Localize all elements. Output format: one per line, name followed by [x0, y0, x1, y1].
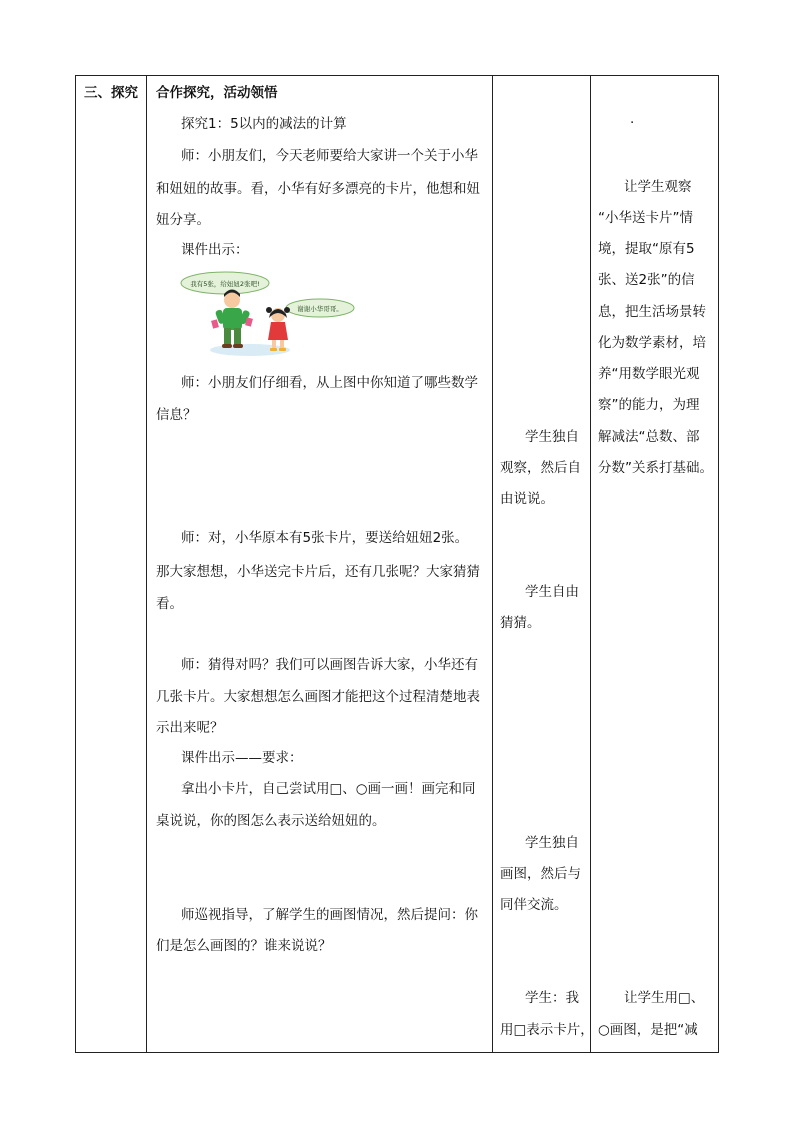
student-activity-line: 画图，然后与	[500, 866, 581, 882]
column-divider	[590, 76, 591, 1052]
paragraph-line: 师：小朋友们，今天老师要给大家讲一个关于小华	[181, 148, 478, 164]
paragraph-line: 和妞妞的故事。看，小华有好多漂亮的卡片，他想和妞	[156, 181, 480, 197]
intent-line: “小华送卡片”情	[598, 210, 693, 226]
paragraph-line: 妞分享。	[156, 212, 210, 228]
courseware-label: 课件出示：	[181, 242, 249, 258]
student-activity-line: 用□表示卡片，	[500, 1022, 594, 1038]
bubble-text-girl: 谢谢小华哥哥。	[297, 305, 343, 313]
intent-line: ○画图，是把“减	[598, 1022, 698, 1038]
paragraph-line: 师：对，小华原本有5张卡片，要送给妞妞2张。	[181, 530, 469, 546]
girl-figure	[266, 307, 290, 351]
student-activity-line: 学生独自	[525, 835, 579, 851]
student-activity-line: 学生：我	[525, 990, 579, 1006]
section-label: 三、探究	[84, 85, 138, 101]
intent-line: 让学生观察	[624, 179, 692, 195]
intent-line: 让学生用□、	[624, 990, 705, 1006]
paragraph-line: 师：猜得对吗？我们可以画图告诉大家，小华还有	[181, 657, 478, 673]
student-activity-line: 同伴交流。	[500, 897, 568, 913]
student-activity-line: 观察，然后自	[500, 460, 581, 476]
paragraph-line: 那大家想想，小华送完卡片后，还有几张呢？大家猜猜	[156, 564, 480, 580]
paragraph-line: 师：小朋友们仔细看，从上图中你知道了哪些数学	[181, 375, 478, 391]
intent-line: 察”的能力，为理	[598, 397, 700, 413]
intent-line: 分数”关系打基础。	[598, 460, 713, 476]
intent-line: 息，把生活场景转	[598, 304, 706, 320]
student-activity-line: 由说说。	[500, 491, 554, 507]
paragraph-line: 看。	[156, 596, 183, 612]
story-illustration	[180, 270, 360, 360]
bubble-text-boy: 我有5张，给妞妞2张吧!	[190, 280, 260, 288]
paragraph-line: 桌说说，你的图怎么表示送给妞妞的。	[156, 813, 386, 829]
intent-line: 解减法“总数、部	[598, 429, 700, 445]
boy-figure	[211, 290, 253, 349]
student-activity-line: 猜猜。	[500, 615, 541, 631]
intent-line: 养“用数学眼光观	[598, 366, 700, 382]
paragraph-line: 师巡视指导，了解学生的画图情况，然后提问：你	[181, 907, 478, 923]
bullet-dot: ·	[630, 115, 635, 131]
paragraph-line: 几张卡片。大家想想怎么画图才能把这个过程清楚地表	[156, 689, 480, 705]
paragraph-line: 示出来呢？	[156, 720, 224, 736]
intent-line: 境，提取“原有5	[598, 241, 695, 257]
column-divider	[146, 76, 147, 1052]
main-heading: 合作探究，活动领悟	[156, 85, 278, 101]
sub-heading: 探究1：5以内的减法的计算	[181, 116, 347, 132]
ground-shadow	[210, 344, 290, 356]
intent-line: 化为数学素材，培	[598, 335, 706, 351]
intent-line: 张、送2张”的信	[598, 272, 695, 288]
student-activity-line: 学生自由	[525, 584, 579, 600]
courseware-label: 课件出示——要求：	[181, 750, 303, 766]
paragraph-line: 拿出小卡片，自己尝试用□、○画一画！画完和同	[181, 781, 476, 797]
column-divider	[492, 76, 493, 1052]
paragraph-line: 们是怎么画图的？谁来说说？	[156, 938, 332, 954]
paragraph-line: 信息？	[156, 407, 197, 423]
student-activity-line: 学生独自	[525, 429, 579, 445]
